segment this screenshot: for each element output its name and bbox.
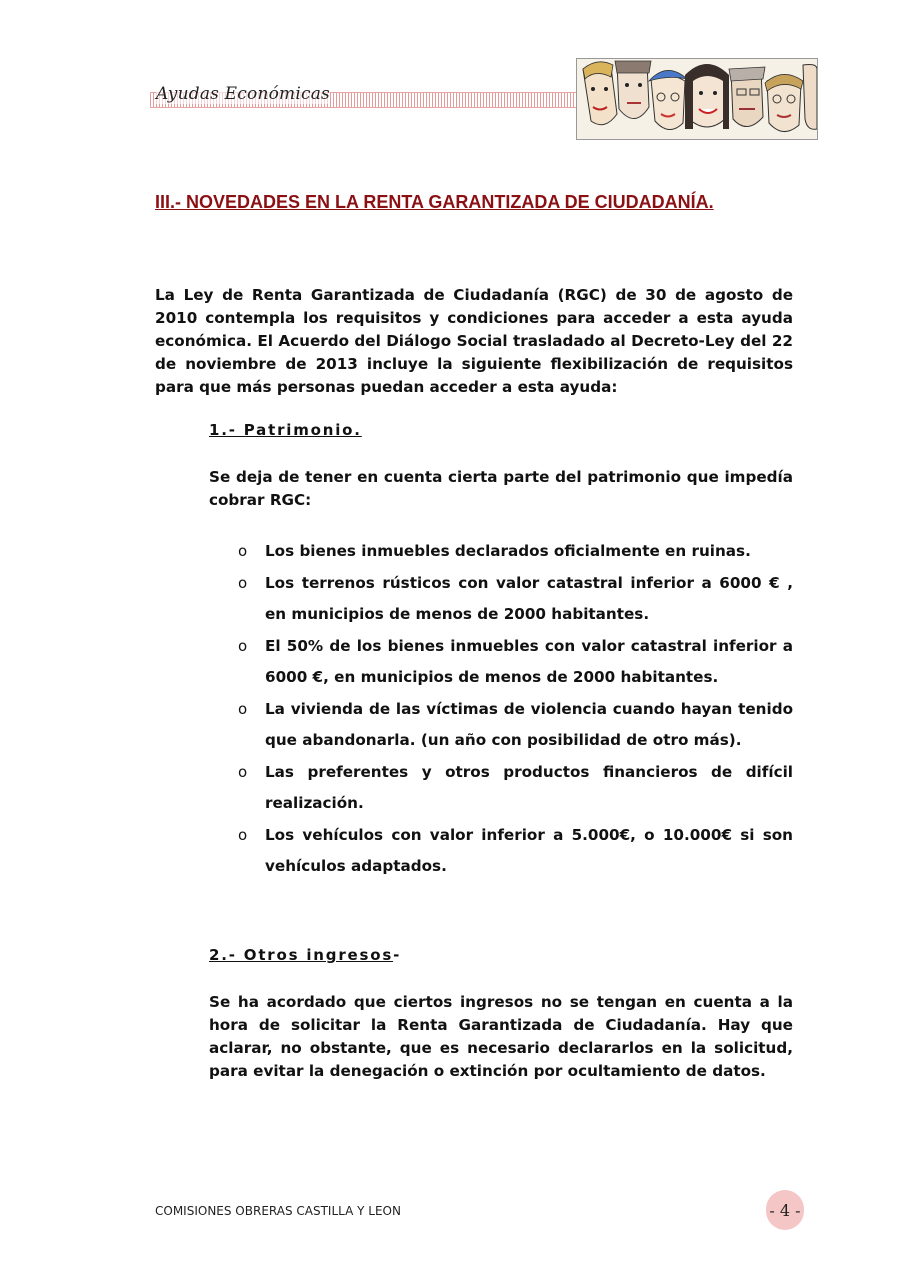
bullet-marker: o <box>238 573 248 592</box>
subsection-heading-text: 2.- Otros ingresos <box>209 946 394 964</box>
subsection-heading-patrimonio <box>209 421 362 439</box>
list-item-text: El 50% de los bienes inmuebles con valor catastral inferior a 6000 €, en municipios de menos de 2000 habitantes. <box>265 636 793 686</box>
otros-ingresos-paragraph: Se ha acordado que ciertos ingresos no se tengan en cuenta a la hora de solicitar la Renta Garantizada de Ciudadanía. Hay que aclarar, no obstante, que es necesario declararlos en la solicitud, para evitar la denegación o extinción por ocultamiento de datos. <box>209 993 793 1080</box>
page-number-badge: - 4 - <box>766 1190 804 1230</box>
list-item-text: Los bienes inmuebles declarados oficialmente en ruinas. <box>265 542 751 560</box>
list-item <box>238 694 793 757</box>
intro-paragraph: La Ley de Renta Garantizada de Ciudadanía (RGC) de 30 de agosto de 2010 contempla los requisitos y condiciones para acceder a esta ayuda económica. El Acuerdo del Diálogo Social trasladado al Decreto-Ley del 22 de noviembre de 2013 incluye la siguiente flexibilización de requisitos para que más personas puedan acceder a esta ayuda: <box>155 286 793 396</box>
bullet-marker: o <box>238 636 248 655</box>
list-item-text: Las preferentes y otros productos financieros de difícil realización. <box>265 762 793 812</box>
list-item <box>238 568 793 631</box>
patrimonio-bullet-list <box>238 536 793 883</box>
list-item <box>238 631 793 694</box>
bullet-marker: o <box>238 699 248 718</box>
header-title: Ayudas Económicas <box>156 84 330 104</box>
list-item <box>238 757 793 820</box>
bullet-marker: o <box>238 825 248 844</box>
list-item-text: Los vehículos con valor inferior a 5.000€, o 10.000€ si son vehículos adaptados. <box>265 825 793 875</box>
subsection-heading-suffix: - <box>393 946 402 964</box>
section-title: III.- NOVEDADES EN LA RENTA GARANTIZADA DE CIUDADANÍA. <box>155 192 714 212</box>
bullet-marker: o <box>238 762 248 781</box>
subsection-heading-text: 1.- Patrimonio. <box>209 421 362 439</box>
list-item-text: La vivienda de las víctimas de violencia cuando hayan tenido que abandonarla. (un año con posibilidad de otro más). <box>265 699 793 749</box>
list-item-text: Los terrenos rústicos con valor catastral inferior a 6000 € , en municipios de menos de 2000 habitantes. <box>265 573 793 623</box>
list-item <box>238 820 793 883</box>
subsection-heading-otros-ingresos <box>209 946 401 964</box>
bullet-marker: o <box>238 542 248 560</box>
people-faces-illustration <box>576 58 818 140</box>
patrimonio-paragraph: Se deja de tener en cuenta cierta parte del patrimonio que impedía cobrar RGC: <box>209 468 793 509</box>
list-item <box>238 536 793 568</box>
footer-organization: COMISIONES OBRERAS CASTILLA Y LEON <box>155 1204 401 1218</box>
